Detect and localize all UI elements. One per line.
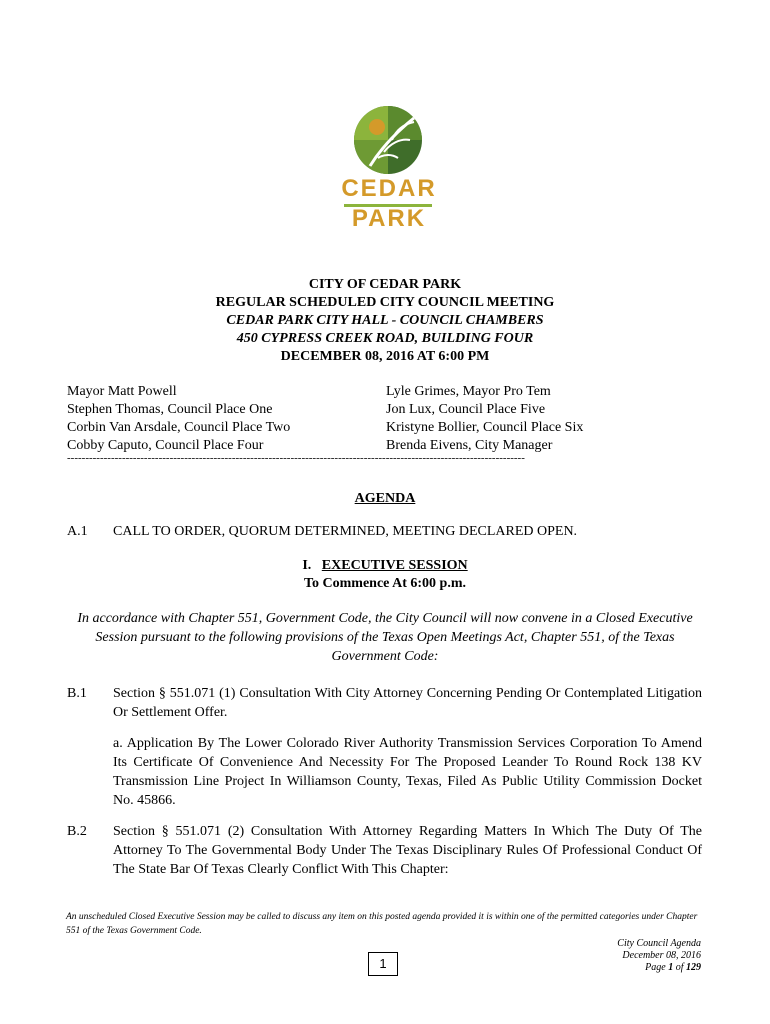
- member: Cobby Caputo, Council Place Four: [67, 438, 264, 453]
- page-total: 129: [686, 962, 701, 973]
- cedar-park-logo: [341, 100, 437, 250]
- item-text: CALL TO ORDER, QUORUM DETERMINED, MEETING DECLARED OPEN.: [113, 524, 578, 539]
- page-info: [617, 938, 701, 974]
- page-of: of: [673, 962, 686, 973]
- item-text: Section § 551.071 (1) Consultation With City Attorney Concerning Pending Or Contemplated Litigation Or Settlement Offer.: [113, 686, 702, 720]
- header-date: DECEMBER 08, 2016 AT 6:00 PM: [280, 349, 490, 364]
- members-left: [67, 383, 290, 455]
- member: Corbin Van Arsdale, Council Place Two: [67, 420, 291, 435]
- header-city: CITY OF CEDAR PARK: [308, 277, 462, 292]
- page-count: [617, 962, 701, 974]
- header-location: CEDAR PARK CITY HALL - COUNCIL CHAMBERS: [226, 313, 544, 328]
- member: Kristyne Bollier, Council Place Six: [386, 420, 584, 435]
- member: Mayor Matt Powell: [67, 384, 177, 399]
- agenda-title: AGENDA: [354, 491, 416, 506]
- section-heading: [0, 557, 770, 575]
- members-right: [386, 383, 583, 455]
- section-number: I.: [302, 558, 312, 573]
- footer-note: An unscheduled Closed Executive Session may be called to discuss any item on this posted agenda provided it is within one of the permitted categories under Chapter 551 of the Texas Government Code.: [66, 912, 698, 936]
- page-current: 1: [668, 962, 674, 973]
- item-number: B.1: [67, 686, 87, 701]
- logo-word-cedar: CEDAR: [341, 175, 437, 202]
- section-title: EXECUTIVE SESSION: [321, 558, 468, 573]
- executive-session-intro: In accordance with Chapter 551, Government Code, the City Council will now convene in a Closed Executive Session pursuant to the following provisions of the Texas Open Meetings Act, Chapter 551, of the Texas Government Code:: [77, 611, 693, 664]
- header-meeting: REGULAR SCHEDULED CITY COUNCIL MEETING: [215, 295, 555, 310]
- member: Jon Lux, Council Place Five: [386, 402, 546, 417]
- item-subtext: a. Application By The Lower Colorado River Authority Transmission Services Corporation To Amend Its Certificate Of Convenience And Necessity For The Proposed Leander To Round Rock 138 KV Transmission Line Project In Williamson County, Texas, Filed As Public Utility Commission Docket No. 45866.: [113, 736, 702, 808]
- member: Brenda Eivens, City Manager: [386, 438, 553, 453]
- doc-title: City Council Agenda: [617, 938, 701, 949]
- member: Stephen Thomas, Council Place One: [67, 402, 273, 417]
- member: Lyle Grimes, Mayor Pro Tem: [386, 384, 551, 399]
- page-prefix: Page: [645, 962, 669, 973]
- doc-date: December 08, 2016: [622, 950, 701, 961]
- section-subtitle: To Commence At 6:00 p.m.: [303, 576, 467, 591]
- item-number: B.2: [67, 824, 87, 839]
- item-number: A.1: [67, 524, 88, 539]
- divider-line: -----------------------------------------------------------------------------------------------------------------------------: [67, 452, 525, 464]
- item-text: Section § 551.071 (2) Consultation With Attorney Regarding Matters In Which The Duty Of The Attorney To The Governmental Body Under The Texas Disciplinary Rules Of Professional Conduct Of The State Bar Of Texas Clearly Conflict With This Chapter:: [113, 824, 702, 877]
- header-address: 450 CYPRESS CREEK ROAD, BUILDING FOUR: [236, 331, 534, 346]
- page-number-box: 1: [368, 952, 398, 976]
- logo-word-park: PARK: [351, 205, 427, 232]
